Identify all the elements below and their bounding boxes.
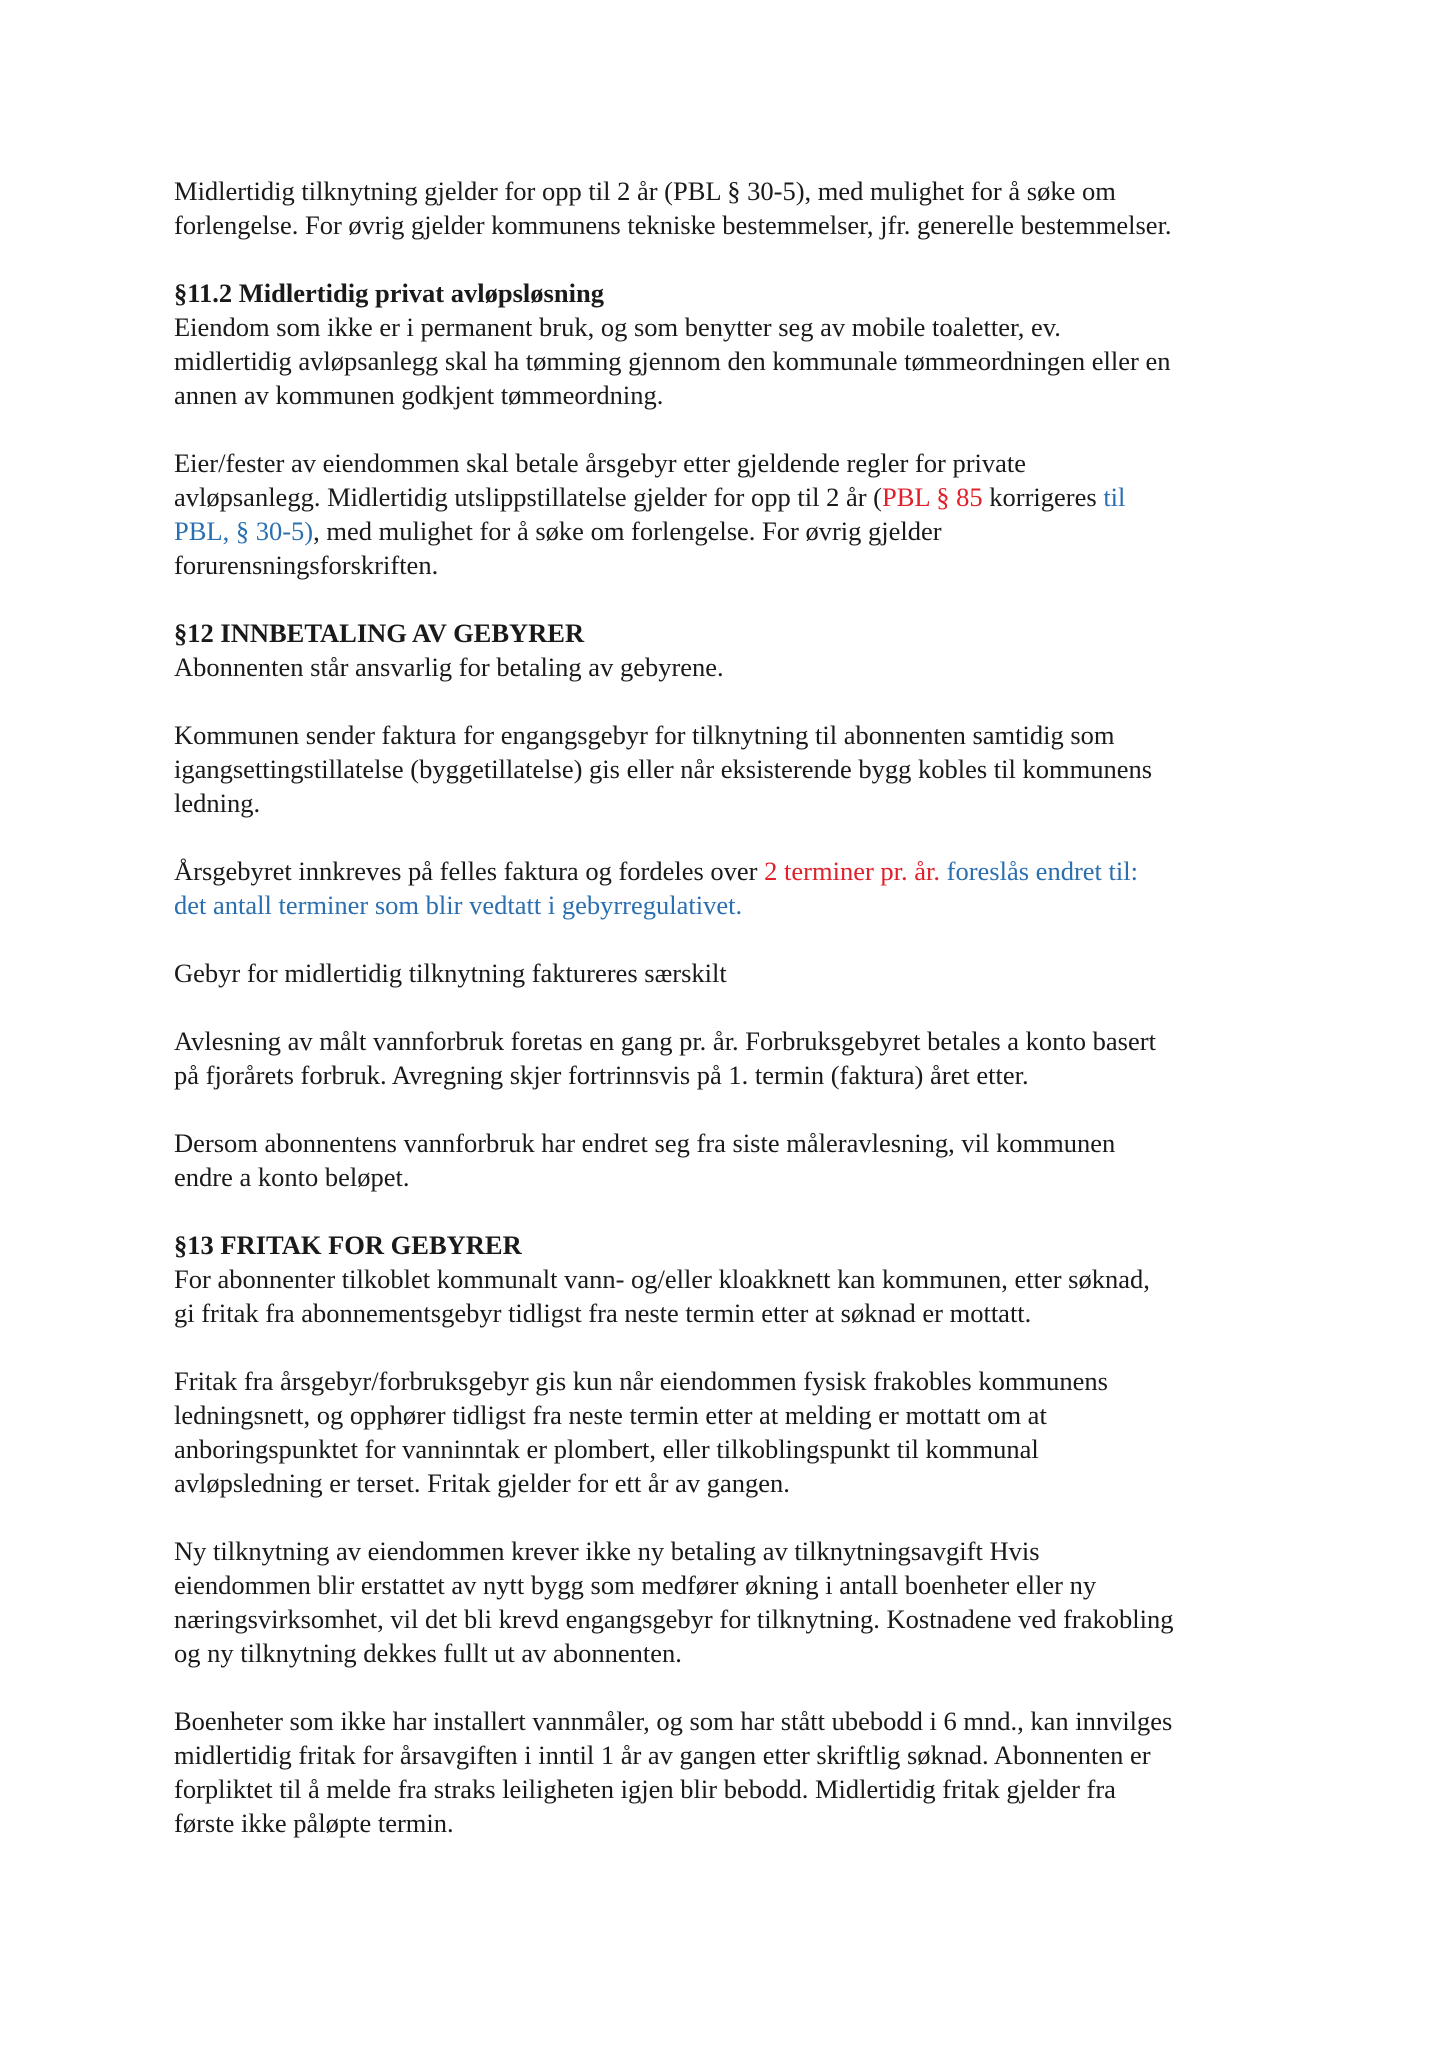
text-run: Årsgebyret innkreves på felles faktura og fordeles over bbox=[174, 856, 765, 886]
text-line bbox=[174, 854, 1314, 888]
text-line: midlertidig fritak for årsavgiften i inntil 1 år av gangen etter skriftlig søknad. Abonnenten er bbox=[174, 1740, 1151, 1770]
text-line: eiendommen blir erstattet av nytt bygg som medfører økning i antall boenheter eller ny bbox=[174, 1570, 1097, 1600]
text-run: , med mulighet for å søke om forlengelse. For øvrig gjelder bbox=[313, 516, 942, 546]
section-13 bbox=[174, 1228, 1314, 1840]
text-run: korrigeres bbox=[982, 482, 1104, 512]
inserted-text: foreslås endret til: bbox=[940, 856, 1138, 886]
inserted-text: PBL, § 30-5) bbox=[174, 516, 314, 546]
text-line: For abonnenter tilkoblet kommunalt vann- og/eller kloakknett kan kommunen, etter søknad, bbox=[174, 1264, 1150, 1294]
section-heading: §12 INNBETALING AV GEBYRER bbox=[174, 618, 585, 648]
inserted-text: til bbox=[1103, 482, 1126, 512]
text-line: forlengelse. For øvrig gjelder kommunens tekniske bestemmelser, jfr. generelle bestemmelser. bbox=[174, 210, 1172, 240]
text-line: igangsettingstillatelse (byggetillatelse) gis eller når eksisterende bygg kobles til kommunens bbox=[174, 754, 1153, 784]
text-line: og ny tilknytning dekkes fullt ut av abonnenten. bbox=[174, 1638, 682, 1668]
text-line: Gebyr for midlertidig tilknytning faktureres særskilt bbox=[174, 958, 727, 988]
document-page bbox=[174, 174, 1314, 1840]
text-line: Eiendom som ikke er i permanent bruk, og som benytter seg av mobile toaletter, ev. bbox=[174, 312, 1061, 342]
section-12 bbox=[174, 616, 1314, 1194]
inserted-text-line: det antall terminer som blir vedtatt i gebyrregulativet. bbox=[174, 890, 743, 920]
text-line: første ikke påløpte termin. bbox=[174, 1808, 454, 1838]
text-line: forurensningsforskriften. bbox=[174, 550, 439, 580]
text-run: avløpsanlegg. Midlertidig utslippstillatelse gjelder for opp til 2 år ( bbox=[174, 482, 882, 512]
text-line: Eier/fester av eiendommen skal betale årsgebyr etter gjeldende regler for private bbox=[174, 448, 1027, 478]
deleted-text: 2 terminer pr. år. bbox=[764, 856, 941, 886]
section-heading: §13 FRITAK FOR GEBYRER bbox=[174, 1230, 522, 1260]
text-line: Kommunen sender faktura for engangsgebyr for tilknytning til abonnenten samtidig som bbox=[174, 720, 1115, 750]
text-line: Midlertidig tilknytning gjelder for opp til 2 år (PBL § 30-5), med mulighet for å søke om bbox=[174, 176, 1116, 206]
text-line: annen av kommunen godkjent tømmeordning. bbox=[174, 380, 664, 410]
deleted-text: PBL § 85 bbox=[882, 482, 983, 512]
paragraph-temporary-connection bbox=[174, 174, 1314, 242]
section-heading: §11.2 Midlertidig privat avløpsløsning bbox=[174, 278, 604, 308]
text-line bbox=[174, 514, 1314, 548]
text-line bbox=[174, 480, 1314, 514]
text-line: ledning. bbox=[174, 788, 261, 818]
text-line: gi fritak fra abonnementsgebyr tidligst fra neste termin etter at søknad er mottatt. bbox=[174, 1298, 1032, 1328]
section-11-2 bbox=[174, 276, 1314, 582]
text-line: Boenheter som ikke har installert vannmåler, og som har stått ubebodd i 6 mnd., kan innvilges bbox=[174, 1706, 1173, 1736]
text-line: næringsvirksomhet, vil det bli krevd engangsgebyr for tilknytning. Kostnadene ved frakobling bbox=[174, 1604, 1174, 1634]
text-line: Dersom abonnentens vannforbruk har endret seg fra siste måleravlesning, vil kommunen bbox=[174, 1128, 1116, 1158]
text-line: Fritak fra årsgebyr/forbruksgebyr gis kun når eiendommen fysisk frakobles kommunens bbox=[174, 1366, 1108, 1396]
text-line: midlertidig avløpsanlegg skal ha tømming gjennom den kommunale tømmeordningen eller en bbox=[174, 346, 1171, 376]
text-line: avløpsledning er terset. Fritak gjelder for ett år av gangen. bbox=[174, 1468, 790, 1498]
text-line: Ny tilknytning av eiendommen krever ikke ny betaling av tilknytningsavgift Hvis bbox=[174, 1536, 1040, 1566]
text-line: på fjorårets forbruk. Avregning skjer fortrinnsvis på 1. termin (faktura) året etter. bbox=[174, 1060, 1029, 1090]
text-line: forpliktet til å melde fra straks leiligheten igjen blir bebodd. Midlertidig fritak gjelder fra bbox=[174, 1774, 1116, 1804]
text-line: ledningsnett, og opphører tidligst fra neste termin etter at melding er mottatt om at bbox=[174, 1400, 1047, 1430]
text-line: Abonnenten står ansvarlig for betaling av gebyrene. bbox=[174, 652, 724, 682]
text-line: Avlesning av målt vannforbruk foretas en gang pr. år. Forbruksgebyret betales a konto basert bbox=[174, 1026, 1156, 1056]
text-line: endre a konto beløpet. bbox=[174, 1162, 410, 1192]
text-line: anboringspunktet for vanninntak er plombert, eller tilkoblingspunkt til kommunal bbox=[174, 1434, 1039, 1464]
